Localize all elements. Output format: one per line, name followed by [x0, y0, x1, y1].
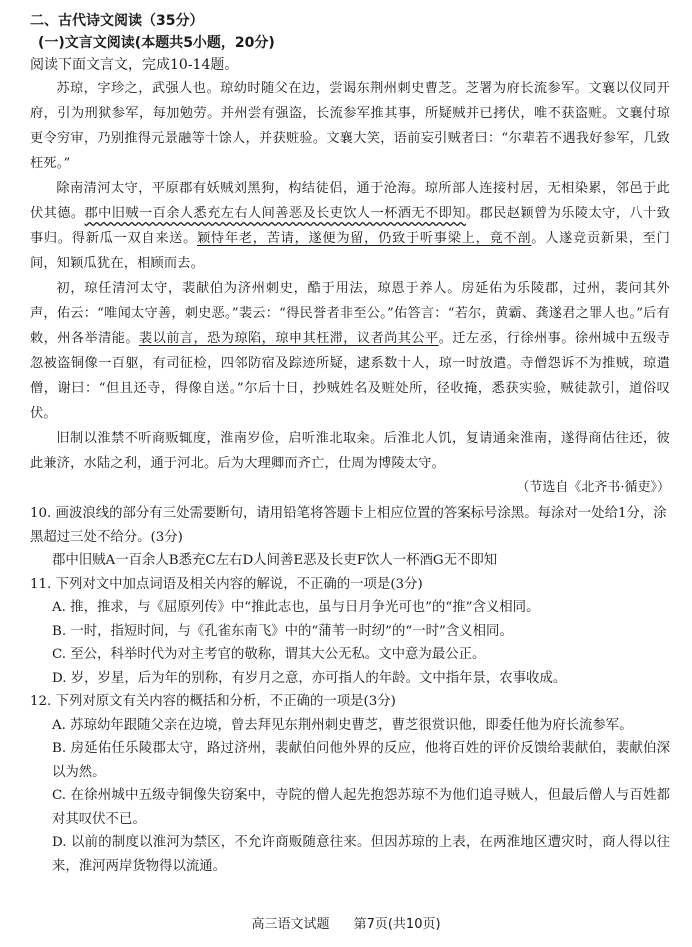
footer-subject: 高三语文试题 [251, 917, 330, 932]
wavy-underlined-text: 郡中旧贼一百余人悉充左右人间善恶及长吏饮人一杯酒无不即知 [84, 206, 466, 221]
passage-source: （节选自《北齐书·循吏》） [516, 480, 670, 495]
question-12 [30, 690, 670, 878]
instruction: 阅读下面文言文，完成10-14题。 [30, 57, 239, 73]
question-10-line: 郡中旧贼A一百余人B悉充C左右D人间善E恶及长吏F饮人一杯酒G无不即知 [52, 553, 498, 568]
passage-paragraph-2: 除南清河太守，平原郡有妖贼刘黑狗，构结徒侣，通于沧海。琼所部人连接村居，无相染累，邻邑于此伏其德。郡中旧贼一百余人悉充左右人间善恶及长吏饮人一杯酒无不即知。郡民赵颖曾为乐陵太守，八十致事归。得新瓜一双自来送。颖恃年老，苦请，遂便为留，仍致于听事梁上，竟不剖。人遂竞贡新果，至门间，知颖瓜犹在，相顾而去。 [30, 181, 670, 271]
question-10-stem: 10. 画波浪线的部分有三处需要断句，请用铅笔将答题卡上相应位置的答案标号涂黑。每涂对一处给1分，涂黑超过三处不给分。(3分) [30, 506, 667, 545]
question-11-option-b: B. 一时，指短时间，与《孔雀东南飞》中的“蒲苇一时纫”的“一时”含义相同。 [52, 623, 513, 639]
passage-paragraph-3: 初，琼任清河太守，裴献伯为济州刺史，酷于用法，琼恩于养人。房延佑为乐陵郡，过州，裴问其外声，佑云：“唯闻太守善，刺史恶。”裴云：“得民誉者非至公。”佑答言：“若尔，黄霸、龚遂君之罪人也。”后有敕，州各举清能。裴以前言，恐为琼陷，琼申其枉滞，议者尚其公平。迁左丞，行徐州事。徐州城中五级寺忽被盗铜像一百躯，有司征检，四邻防宿及踪迹所疑，逮系数十人，琼一时放遣。寺僧怨诉不为推贼，琼遣僧，谢曰：“但且还寺，得像自送。”尔后十日，抄贼姓名及赃处所，径收掩，悉获实验，贼徒款引，道俗叹伏。 [30, 281, 670, 421]
subsection-title: (一)文言文阅读(本题共5小题，20分) [38, 35, 275, 51]
underlined-sentence-1: 颖恃年老，苦请，遂便为留，仍致于听事梁上，竟不剖 [197, 231, 532, 246]
question-12-option-c: C. 在徐州城中五级寺铜像失窃案中，寺院的僧人起先抱怨苏琼不为他们追寻贼人，但最后僧人与百姓都对其叹伏不已。 [52, 788, 670, 827]
passage [30, 76, 670, 476]
footer-page-number: 第7页(共10页) [353, 917, 441, 932]
question-12-option-b: B. 房延佑任乐陵郡太守，路过济州，裴献伯问他外界的反应，他将百姓的评价反馈给裴献伯，裴献伯深以为然。 [52, 741, 670, 780]
question-12-option-a: A. 苏琼幼年跟随父亲在边境，曾去拜见东荆州刺史曹芝，曹芝很赏识他，即委任他为府长流参军。 [52, 717, 633, 733]
question-11-option-c: C. 至公，科举时代为对主考官的敬称，谓其大公无私。文中意为最公正。 [52, 647, 486, 662]
question-11 [30, 573, 670, 691]
page-footer [0, 913, 692, 932]
exam-page [30, 10, 670, 878]
question-12-stem: 12. 下列对原文有关内容的概括和分析，不正确的一项是(3分) [30, 694, 396, 709]
question-11-option-d: D. 岁，岁星，后为年的别称，有岁月之意，亦可指人的年龄。文中指年景，农事收成。 [52, 670, 567, 686]
passage-paragraph-4: 旧制以淮禁不听商贩辄度，淮南岁俭，启听淮北取籴。后淮北人饥，复请通籴淮南，遂得商估往还，彼此兼济，水陆之利，通于河北。后为大理卿而齐亡，仕周为博陵太守。 [30, 431, 670, 471]
question-10 [30, 502, 670, 573]
question-11-option-a: A. 推，推求，与《屈原列传》中“推此志也，虽与日月争光可也”的“推”含义相同。 [52, 600, 540, 615]
question-12-option-d: D. 以前的制度以淮河为禁区，不允许商贩随意往来。但因苏琼的上表，在两淮地区遭灾时，商人得以往来，淮河两岸货物得以流通。 [52, 835, 670, 874]
section-title: 二、古代诗文阅读（35分） [30, 13, 204, 29]
underlined-sentence-2: 裴以前言，恐为琼陷，琼申其枉滞，议者尚其公平 [138, 331, 439, 346]
passage-paragraph-1: 苏琼，字珍之，武强人也。琼幼时随父在边，尝谒东荆州刺史曹芝。芝署为府长流参军。文襄以仪同开府，引为刑狱参军，每加勉劳。并州尝有强盗，长流参军推其事，所疑贼并已拷伏，唯不获盗赃。文襄付琼更令穷审，乃别推得元景融等十馀人，并获赃验。文襄大笑，语前妄引贼者曰：“尔辈若不遇我好参军，几致枉死。” [30, 81, 670, 171]
question-11-stem: 11. 下列对文中加点词语及相关内容的解说，不正确的一项是(3分) [30, 576, 423, 592]
